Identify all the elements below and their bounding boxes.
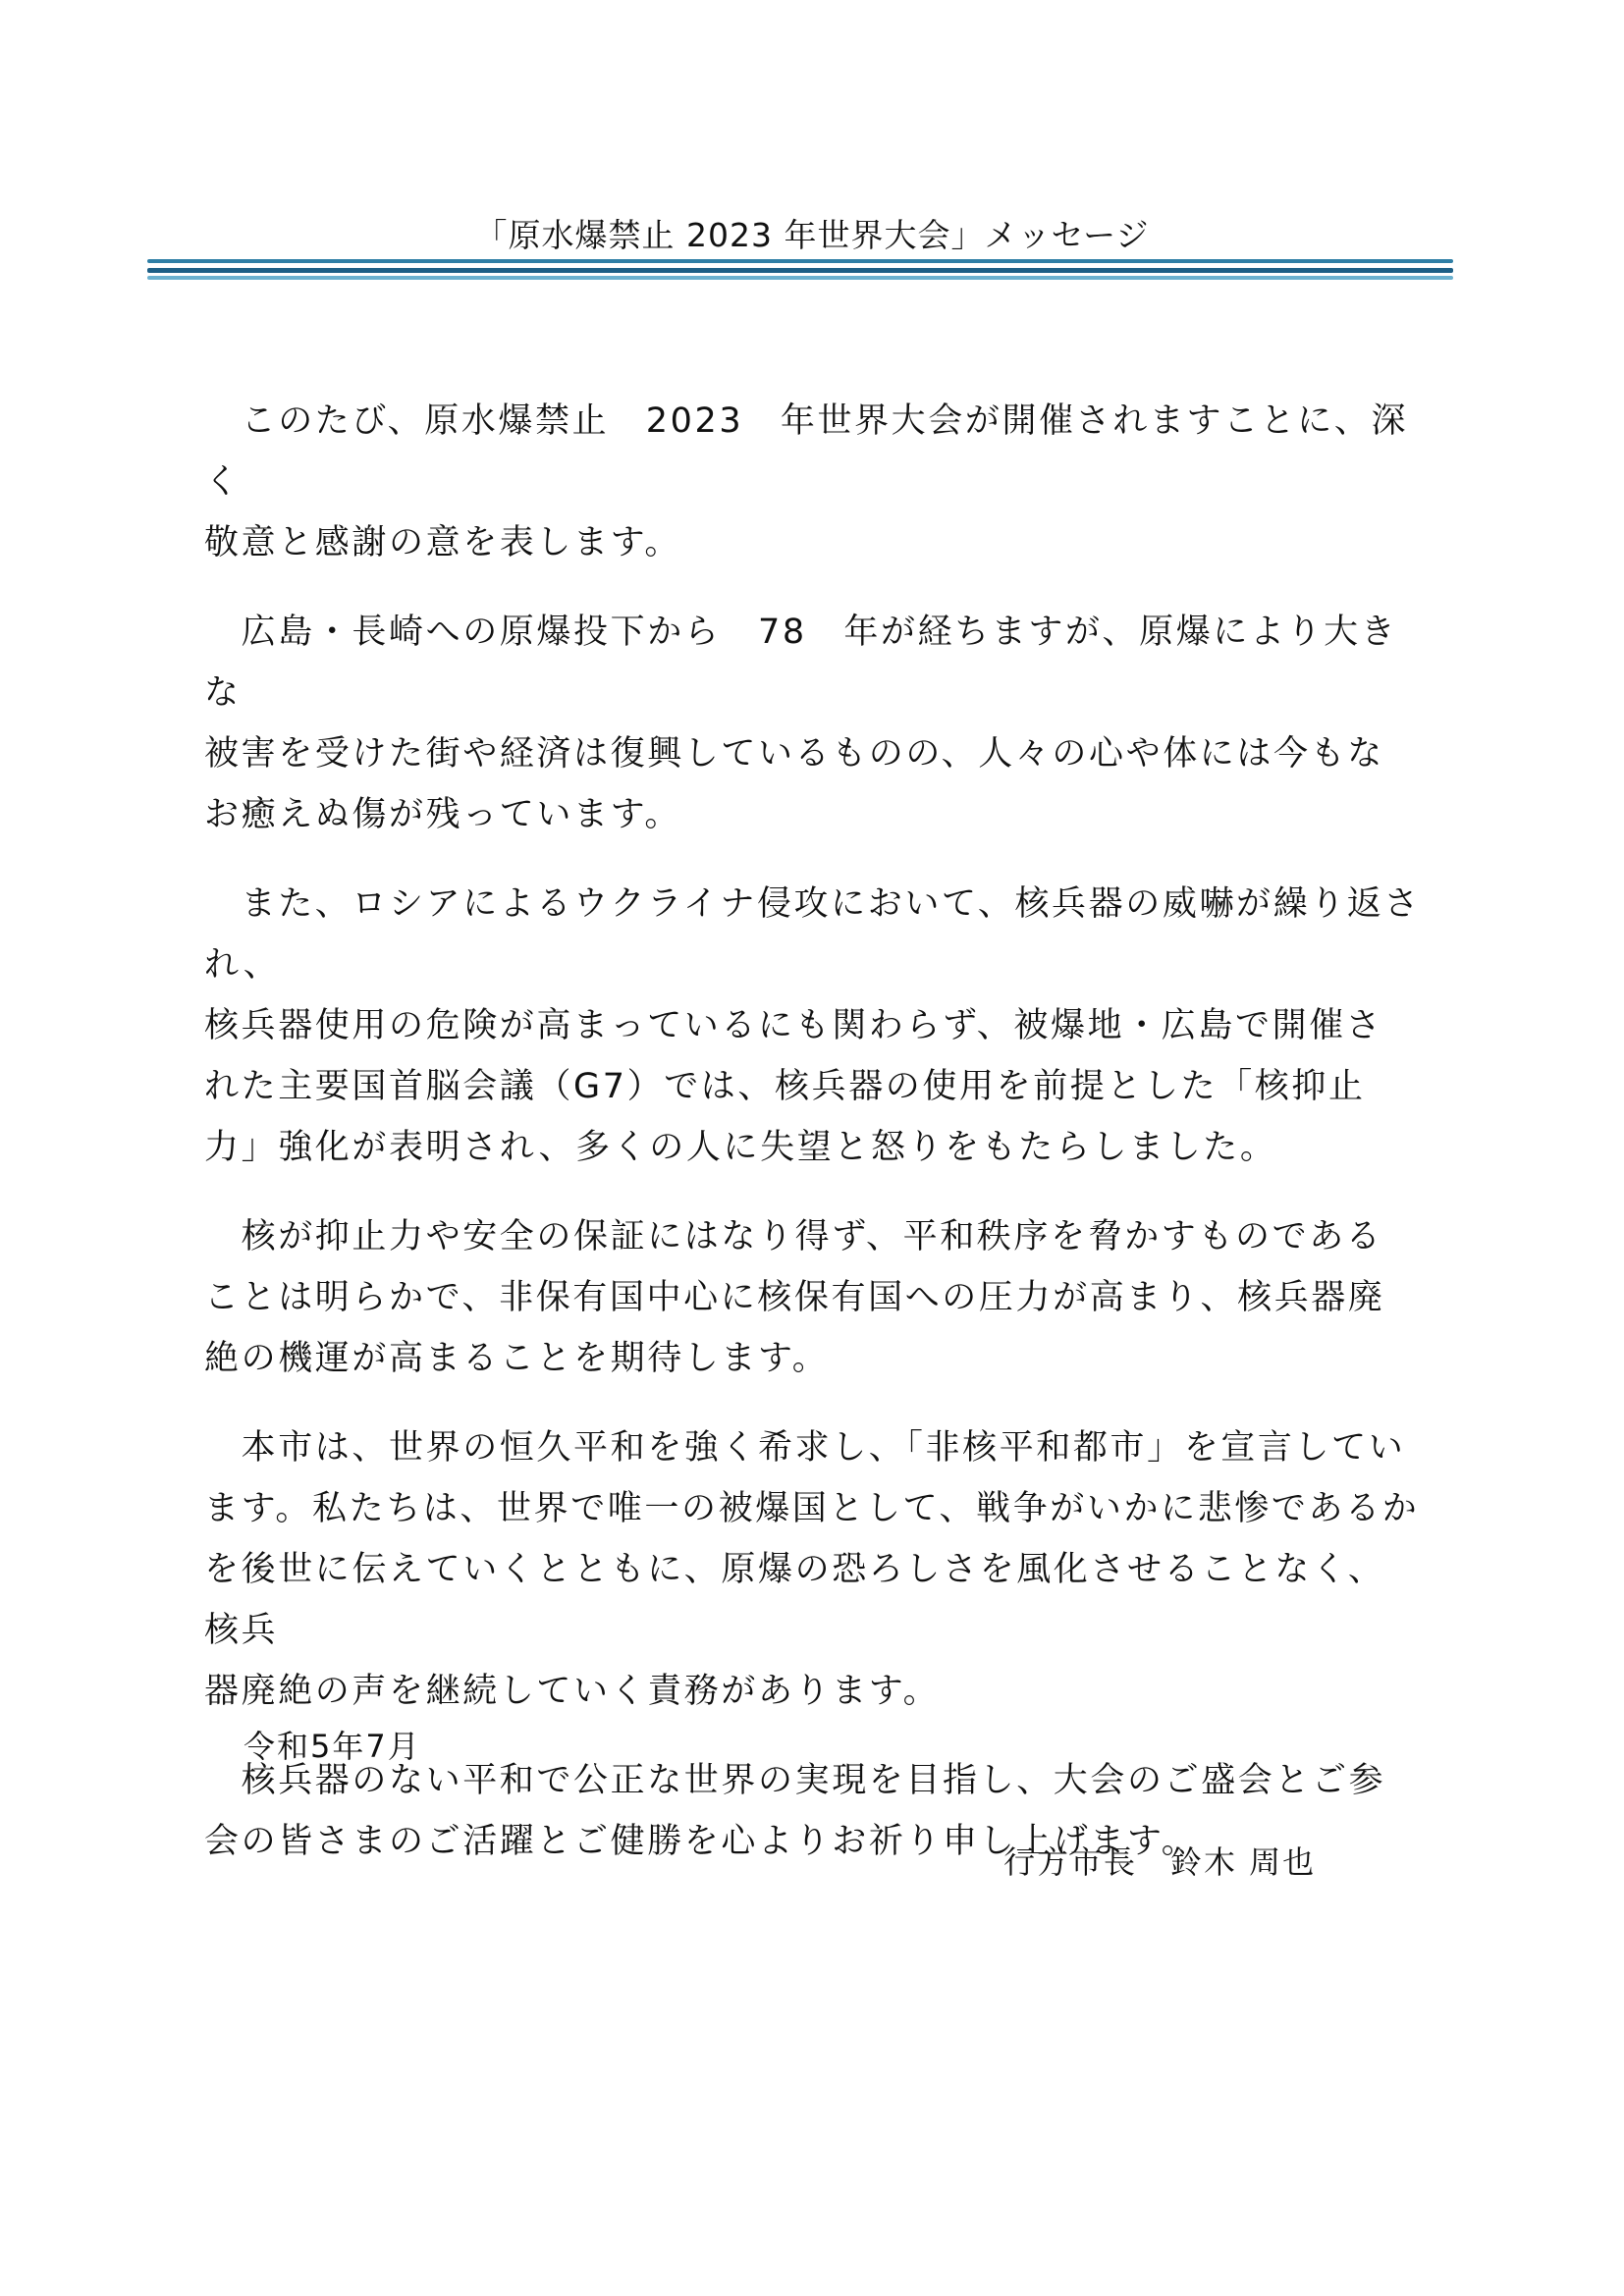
signature: 行方市長 鈴木 周也 bbox=[1003, 1843, 1317, 1881]
title-rule-top bbox=[147, 259, 1453, 263]
message-body bbox=[204, 391, 1422, 1900]
paragraph-6: 核兵器のない平和で公正な世界の実現を目指し、大会のご盛会とご参 会の皆さまのご活躍とご健勝を心よりお祈り申し上げます。 bbox=[204, 1761, 1386, 1861]
paragraph-1: このたび、原水爆禁止 2023 年世界大会が開催されますことに、深く 敬意と感謝の意を表します。 bbox=[204, 401, 1409, 562]
document-title: 「原水爆禁止 2023 年世界大会」メッセージ bbox=[474, 216, 1150, 254]
title-underline bbox=[147, 259, 1453, 281]
title-rule-bottom bbox=[147, 276, 1453, 280]
title-rule-middle bbox=[147, 268, 1453, 273]
paragraph-4: 核が抑止力や安全の保証にはなり得ず、平和秩序を脅かすものである ことは明らかで、非保有国中心に核保有国への圧力が高まり、核兵器廃 絶の機運が高まることを期待します。 bbox=[204, 1217, 1385, 1378]
document-date: 令和5年7月 bbox=[244, 1728, 421, 1765]
paragraph-3: また、ロシアによるウクライナ侵攻において、核兵器の威嚇が繰り返され、 核兵器使用の危険が高まっているにも関わらず、被爆地・広島で開催さ れた主要国首脳会議（G7）では、核兵器の使用を前提とした「核抑止 力」強化が表明され、多くの人に失望と怒りをもたらしました。 bbox=[204, 884, 1422, 1167]
paragraph-2: 広島・長崎への原爆投下から 78 年が経ちますが、原爆により大きな 被害を受けた街や経済は復興しているものの、人々の心や体には今もな お癒えぬ傷が残っています。 bbox=[204, 613, 1398, 834]
paragraph-5: 本市は、世界の恒久平和を強く希求し、「非核平和都市」を宣言してい ます。私たちは、世界で唯一の被爆国として、戦争がいかに悲惨であるか を後世に伝えていくとともに、原爆の恐ろしさを風化させることなく、核兵 器廃絶の声を継続していく責務があります。 bbox=[204, 1428, 1420, 1711]
